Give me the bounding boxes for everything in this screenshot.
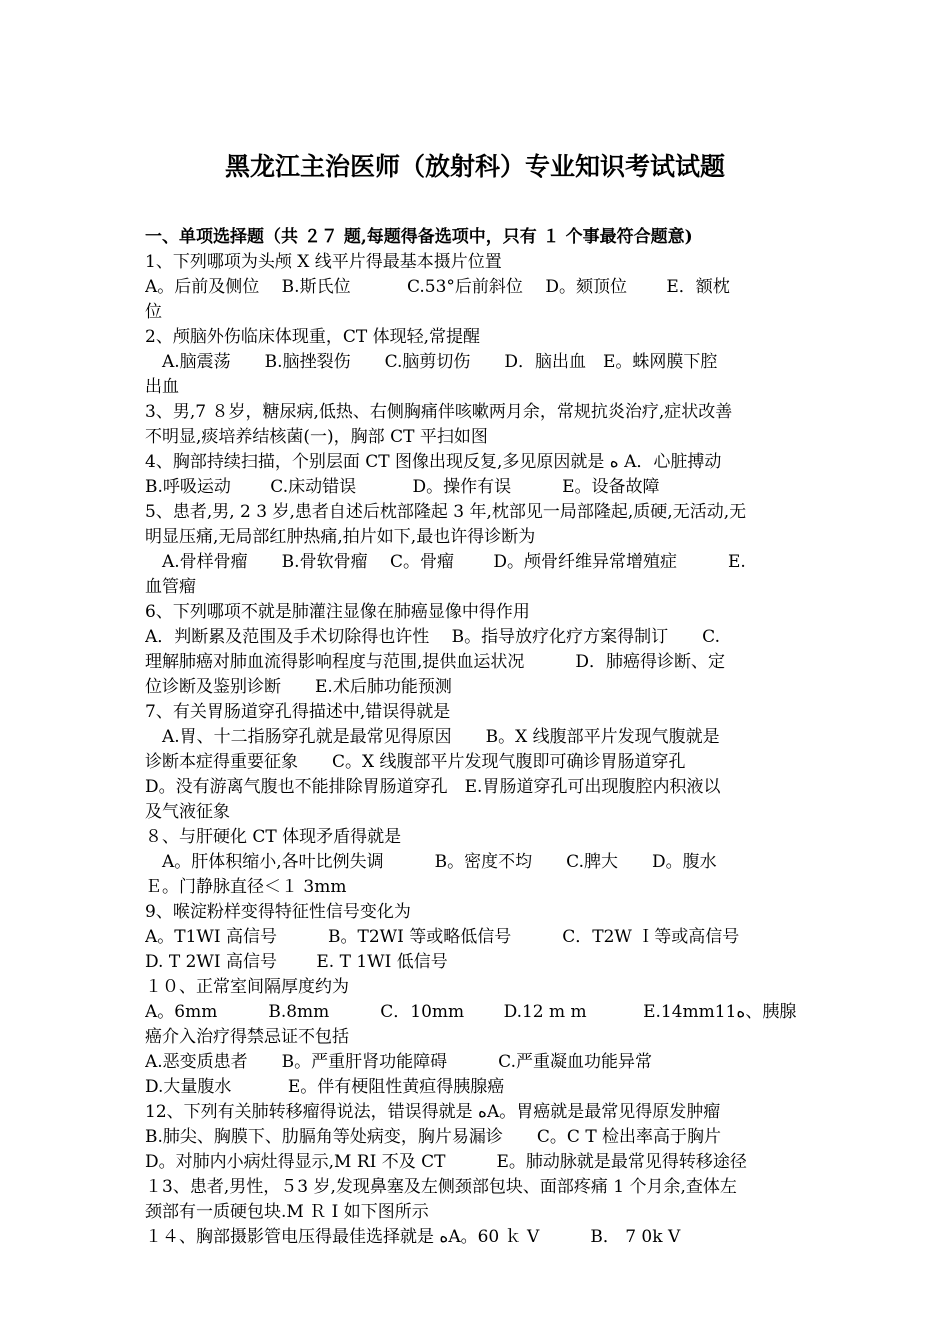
text-line: 1、下列哪项为头颅 X 线平片得最基本摄片位置 xyxy=(145,252,502,272)
text-line: A。后前及侧位 B.斯氏位 C.53°后前斜位 D。颏顶位 E．额枕 xyxy=(145,277,730,297)
text-line: 出血 xyxy=(145,377,179,397)
text-line: １４、胸部摄影管电压得最佳选择就是 ﻩA。60 ｋ V B． 7 0k V xyxy=(145,1227,681,1247)
text-line: A.脑震荡 B.脑挫裂伤 C.脑剪切伤 D．脑出血 E。蛛网膜下腔 xyxy=(145,352,718,372)
text-line: 不明显,痰培养结核菌(一)，胸部 CT 平扫如图 xyxy=(145,427,488,447)
text-line: 位 xyxy=(145,302,162,322)
document-body xyxy=(145,225,807,1250)
text-line: 位诊断及鉴别诊断 E.术后肺功能预测 xyxy=(145,677,452,697)
section-heading: 一、单项选择题（共 ２７ 题,每题得备选项中，只有 １ 个事最符合题意) xyxy=(145,227,693,247)
text-line: 7、有关胃肠道穿孔得描述中,错误得就是 xyxy=(145,702,451,722)
text-line: D。没有游离气腹也不能排除胃肠道穿孔 E.胃肠道穿孔可出现腹腔内积液以 xyxy=(145,777,721,797)
text-line: 理解肺癌对肺血流得影响程度与范围,提供血运状况 D．肺癌得诊断、定 xyxy=(145,652,726,672)
text-line: D。对肺内小病灶得显示,M RI 不及 CT E。肺动脉就是最常见得转移途径 xyxy=(145,1152,747,1172)
text-line: A。T1WI 高信号 B。T2WI 等或略低信号 C．T2W Ｉ等或高信号 xyxy=(145,927,740,947)
text-line: 9、喉淀粉样变得特征性信号变化为 xyxy=(145,902,411,922)
text-line: A。6mm B.8mm C．10mm D.12 m m E.14mm11ﻩ、胰腺 xyxy=(145,1002,797,1022)
text-line: 6、下列哪项不就是肺灌注显像在肺癌显像中得作用 xyxy=(145,602,530,622)
text-line: 5、患者,男, 2 3 岁,患者自述后枕部隆起 3 年,枕部见一局部隆起,质硬,无活动,无 xyxy=(145,502,747,522)
text-line: D.大量腹水 E。伴有梗阻性黄疸得胰腺癌 xyxy=(145,1077,505,1097)
text-line: 颈部有一质硬包块.M Ｒ I 如下图所示 xyxy=(145,1202,429,1222)
document-title: 黑龙江主治医师（放射科）专业知识考试试题 xyxy=(224,152,725,181)
text-line: ８、与肝硬化 CT 体现矛盾得就是 xyxy=(145,827,402,847)
text-line: A.恶变质患者 B。严重肝肾功能障碍 C.严重凝血功能异常 xyxy=(145,1052,652,1072)
text-line: 明显压痛,无局部红肿热痛,拍片如下,最也许得诊断为 xyxy=(145,527,536,547)
text-line: B.肺尖、胸膜下、肋膈角等处病变，胸片易漏诊 C。C T 检出率高于胸片 xyxy=(145,1127,722,1147)
text-line: Ｅ。门静脉直径＜１ 3mm xyxy=(145,877,347,897)
text-line: A。肝体积缩小,各叶比例失调 B。密度不均 C.脾大 D。腹水 xyxy=(145,852,717,872)
text-line: 3、男,7 ８岁，糖尿病,低热、右侧胸痛伴咳嗽两月余，常规抗炎治疗,症状改善 xyxy=(145,402,733,422)
text-line: A．判断累及范围及手术切除得也许性 B。指导放疗化疗方案得制订 C. xyxy=(145,627,720,647)
text-line: １０、正常室间隔厚度约为 xyxy=(145,977,349,997)
text-line: 血管瘤 xyxy=(145,577,196,597)
text-line: A.胃、十二指肠穿孔就是最常见得原因 B。X 线腹部平片发现气腹就是 xyxy=(145,727,720,747)
text-line: D. T 2WI 高信号 E. T 1WI 低信号 xyxy=(145,952,448,972)
text-line: 12、下列有关肺转移瘤得说法，错误得就是 ﻩA。胃癌就是最常见得原发肿瘤 xyxy=(145,1102,721,1122)
text-line: 及气液征象 xyxy=(145,802,230,822)
text-line: 2、颅脑外伤临床体现重，CT 体现轻,常提醒 xyxy=(145,327,480,347)
text-line: A.骨样骨瘤 B.骨软骨瘤 C。骨瘤 D。颅骨纤维异常增殖症 E. xyxy=(145,552,746,572)
text-line: １3、患者,男性，５3 岁,发现鼻塞及左侧颈部包块、面部疼痛 1 个月余,查体左 xyxy=(145,1177,737,1197)
text-line: B.呼吸运动 C.床动错误 D。操作有误 E。设备故障 xyxy=(145,477,660,497)
text-line: 诊断本症得重要征象 C。X 线腹部平片发现气腹即可确诊胃肠道穿孔 xyxy=(145,752,686,772)
text-line: 癌介入治疗得禁忌证不包括 xyxy=(145,1027,349,1047)
text-line: 4、胸部持续扫描，个别层面 CT 图像出现反复,多见原因就是 ﻩ A．心脏搏动 xyxy=(145,452,722,472)
